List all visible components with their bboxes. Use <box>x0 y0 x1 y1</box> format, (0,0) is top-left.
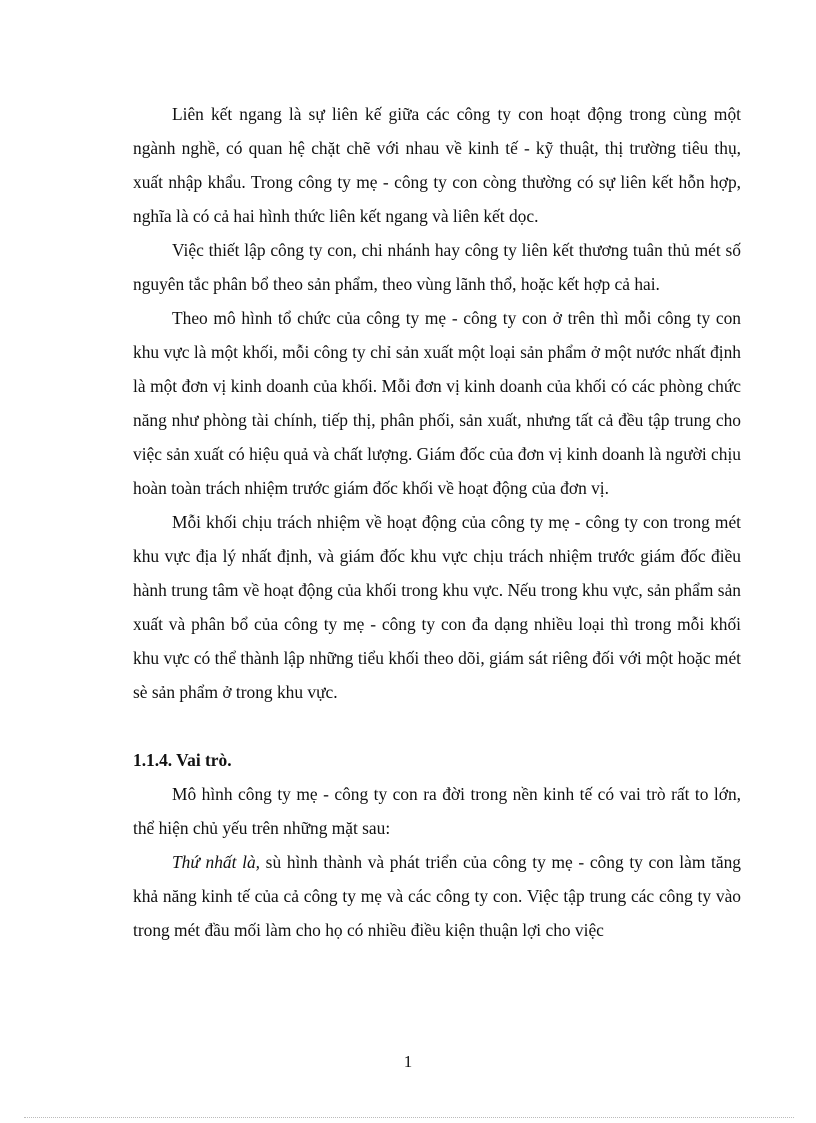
paragraph-first-role <box>133 845 741 947</box>
page-bottom-divider <box>24 1117 794 1118</box>
italic-lead-phrase: Thứ nhất là, <box>172 852 260 872</box>
paragraph-horizontal-linkage: Liên kết ngang là sự liên kế giữa các công ty con hoạt động trong cùng một ngành nghề, có quan hệ chặt chẽ với nhau về kinh tế - kỹ thuật, thị trường tiêu thụ, xuất nhập khẩu. Trong công ty mẹ - công ty con còng thường có sự liên kết hỗn hợp, nghĩa là có cả hai hình thức liên kết ngang và liên kết dọc. <box>133 104 741 226</box>
document-body <box>133 97 741 947</box>
section-heading: 1.1.4. Vai trò. <box>133 750 232 770</box>
paragraph-role-intro: Mô hình công ty mẹ - công ty con ra đời trong nền kinh tế có vai trò rất to lớn, thể hiện chủ yếu trên những mặt sau: <box>133 784 741 838</box>
paragraph-regional-responsibility: Mỗi khối chịu trách nhiệm về hoạt động của công ty mẹ - công ty con trong mét khu vực địa lý nhất định, và giám đốc khu vực chịu trách nhiệm trước giám đốc điều hành trung tâm về hoạt động của khối trong khu vực. Nếu trong khu vực, sản phẩm sản xuất và phân bổ của công ty mẹ - công ty con đa dạng nhiều loại thì trong mỗi khối khu vực có thể thành lập những tiểu khối theo dõi, giám sát riêng đối với một hoặc mét sè sản phẩm ở trong khu vực. <box>133 512 741 702</box>
paragraph-organizational-model: Theo mô hình tổ chức của công ty mẹ - công ty con ở trên thì mỗi công ty con khu vực là một khối, mỗi công ty chỉ sản xuất một loại sản phẩm ở một nước nhất định là một đơn vị kinh doanh của khối. Mỗi đơn vị kinh doanh của khối có các phòng chức năng như phòng tài chính, tiếp thị, phân phối, sản xuất, nhưng tất cả đều tập trung cho việc sản xuất có hiệu quả và chất lượng. Giám đốc của đơn vị kinh doanh là người chịu hoàn toàn trách nhiệm trước giám đốc khối về hoạt động của đơn vị. <box>133 308 741 498</box>
paragraph-first-role-text: sù hình thành và phát triển của công ty mẹ - công ty con làm tăng khả năng kinh tế của cả công ty mẹ và các công ty con. Việc tập trung các công ty vào trong mét đầu mối làm cho họ có nhiều điều kiện thuận lợi cho việc <box>133 852 742 940</box>
paragraph-establishing-subsidiaries: Việc thiết lập công ty con, chi nhánh hay công ty liên kết thương tuân thủ mét số nguyên tắc phân bổ theo sản phẩm, theo vùng lãnh thổ, hoặc kết hợp cả hai. <box>133 240 741 294</box>
page-number: 1 <box>403 1052 413 1071</box>
